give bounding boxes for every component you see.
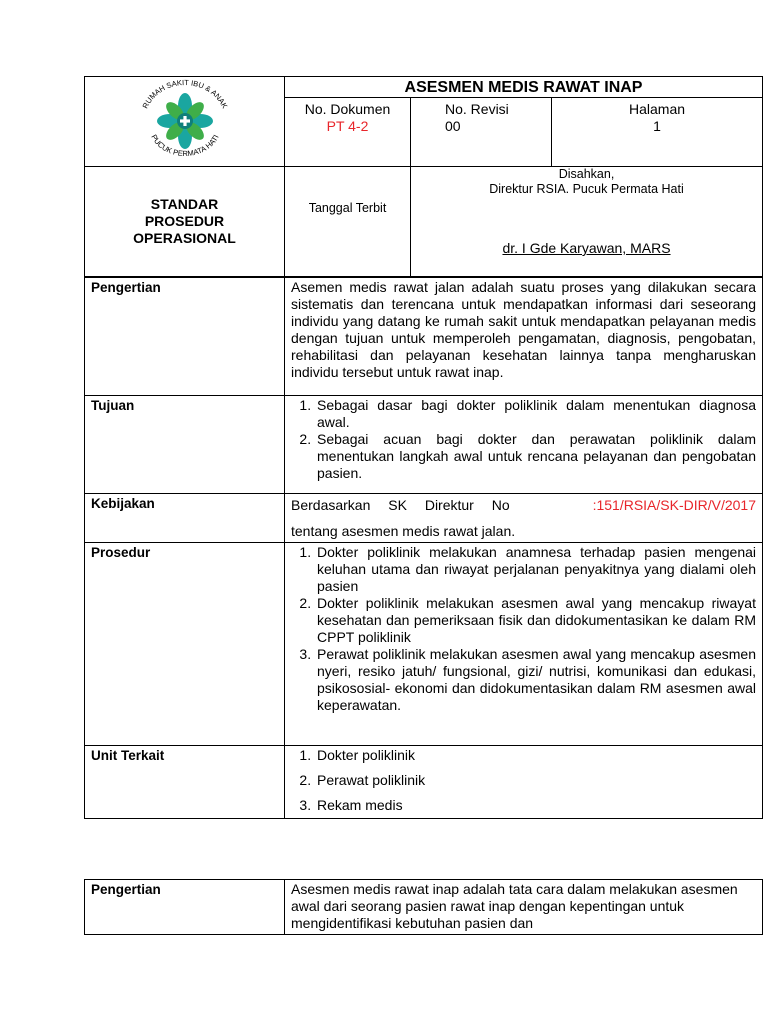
prosedur-list-cell bbox=[285, 543, 763, 746]
direktur-text: Direktur RSIA. Pucuk Permata Hati bbox=[489, 182, 684, 196]
prosedur-list bbox=[291, 544, 756, 714]
sop-line-3: OPERASIONAL bbox=[133, 230, 236, 246]
tujuan-list-cell bbox=[285, 396, 763, 494]
unit-terkait-label: Unit Terkait bbox=[85, 746, 285, 819]
halaman-value: 1 bbox=[653, 118, 661, 135]
no-revisi-cell bbox=[411, 98, 552, 167]
no-dokumen-cell bbox=[285, 98, 411, 167]
sop-line-2: PROSEDUR bbox=[144, 213, 225, 229]
sop-label bbox=[85, 167, 285, 277]
no-revisi-label: No. Revisi bbox=[445, 101, 509, 118]
row-kebijakan bbox=[85, 494, 763, 543]
logo-cell bbox=[85, 77, 285, 167]
row-tujuan bbox=[85, 396, 763, 494]
list-item: 2. Sebagai acuan bagi dokter dan perawatan poliklinik dalam menentukan langkah awal untuk rencana pelayanan dan pengobatan pasien. bbox=[315, 431, 756, 482]
unit-terkait-list-cell bbox=[285, 746, 763, 819]
kebijakan-prefix: Berdasarkan SK Direktur No bbox=[291, 497, 510, 513]
kebijakan-text bbox=[285, 494, 763, 543]
pengertian-2-label: Pengertian bbox=[85, 880, 285, 935]
tanggal-terbit: Tanggal Terbit bbox=[285, 167, 411, 277]
list-item: 1. Dokter poliklinik bbox=[315, 747, 756, 764]
prosedur-label: Prosedur bbox=[85, 543, 285, 746]
kebijakan-label: Kebijakan bbox=[85, 494, 285, 543]
hospital-logo bbox=[130, 77, 240, 161]
pengertian-label: Pengertian bbox=[85, 278, 285, 396]
document-title: ASESMEN MEDIS RAWAT INAP bbox=[285, 77, 763, 98]
list-item: 2. Dokter poliklinik melakukan asesmen awal yang mencakup riwayat kesehatan dan pemeriksaan fisik dan didokumentasikan ke dalam RM CPPT poliklinik bbox=[315, 595, 756, 646]
second-content-table bbox=[84, 879, 763, 935]
list-item: 1. Sebagai dasar bagi dokter poliklinik dalam menentukan diagnosa awal. bbox=[315, 397, 756, 431]
unit-terkait-list bbox=[291, 747, 756, 814]
header-table bbox=[84, 76, 763, 277]
approval-cell bbox=[411, 167, 763, 277]
no-revisi-value: 00 bbox=[445, 118, 461, 135]
pengertian-2-text: Asesmen medis rawat inap adalah tata cara dalam melakukan asesmen awal dari seorang pasien rawat inap dengan kepentingan untuk mengidentifikasi kebutuhan pasien dan bbox=[285, 880, 763, 935]
row-prosedur bbox=[85, 543, 763, 746]
tujuan-label: Tujuan bbox=[85, 396, 285, 494]
signer-name: dr. I Gde Karyawan, MARS bbox=[502, 240, 671, 256]
sop-line-1: STANDAR bbox=[150, 196, 219, 212]
svg-text:RUMAH SAKIT IBU & ANAK: RUMAH SAKIT IBU & ANAK bbox=[140, 77, 229, 110]
no-dokumen-value: PT 4-2 bbox=[326, 118, 369, 135]
pengertian-text: Asemen medis rawat jalan adalah suatu proses yang dilakukan secara sistematis dan terencana untuk mendapatkan informasi dari seseorang individu yang datang ke rumah sakit untuk mendapatkan pelayanan medis dengan tujuan untuk memperoleh pengamatan, diagnosis, pengobatan, rehabilitasi dan pelayanan kesehatan lainnya tanpa mengharuskan individu tersebut untuk rawat inap. bbox=[285, 278, 763, 396]
no-dokumen-label: No. Dokumen bbox=[304, 101, 391, 118]
disahkan-text: Disahkan, bbox=[558, 167, 615, 181]
row-pengertian-2 bbox=[85, 880, 763, 935]
sop-content-table bbox=[84, 277, 763, 819]
halaman-cell bbox=[552, 98, 763, 167]
list-item: 1. Dokter poliklinik melakukan anamnesa terhadap pasien mengenai keluhan utama dan riwayat perjalanan penyakitnya yang dialami oleh pasien bbox=[315, 544, 756, 595]
kebijakan-sk-number: :151/RSIA/SK-DIR/V/2017 bbox=[592, 497, 756, 513]
tujuan-list bbox=[291, 397, 756, 482]
list-item: 3. Perawat poliklinik melakukan asesmen awal yang mencakup asesmen nyeri, resiko jatuh/ fungsional, gizi/ nutrisi, komunikasi dan edukasi, psikososial- ekonomi dan didokumentasikan dalam RM asesmen awal keperawatan. bbox=[315, 646, 756, 714]
list-item: 2. Perawat poliklinik bbox=[315, 772, 756, 789]
row-unit-terkait bbox=[85, 746, 763, 819]
kebijakan-suffix: tentang asesmen medis rawat jalan. bbox=[291, 523, 516, 539]
list-item: 3. Rekam medis bbox=[315, 797, 756, 814]
halaman-label: Halaman bbox=[629, 101, 686, 118]
svg-text:PUCUK PERMATA HATI: PUCUK PERMATA HATI bbox=[148, 133, 221, 158]
row-pengertian bbox=[85, 278, 763, 396]
